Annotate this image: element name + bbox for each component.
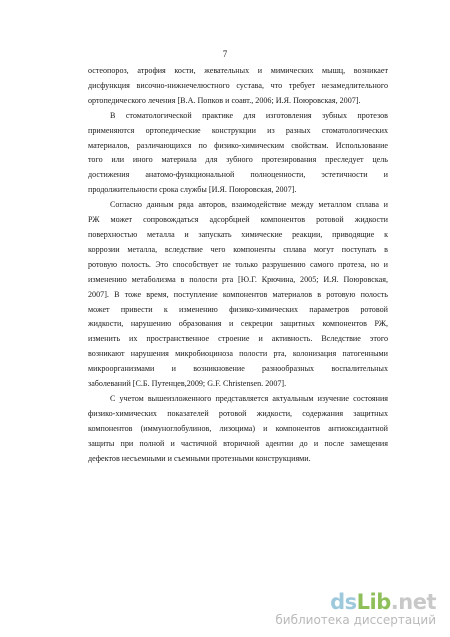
text-line: компонентов (иммуноглобулинов, лизоцима) и компонентов антиоксидантной <box>88 423 388 433</box>
text-line: может привести к изменению физико-химических параметров ротовой <box>88 304 388 314</box>
dslib-watermark <box>275 591 436 627</box>
page-number: 7 <box>222 49 228 59</box>
text-line: В стоматологической практике для изготовления зубных протезов <box>110 110 388 120</box>
text-line: ротовую полость. Это способствует не только разрушению самого протеза, но и <box>88 259 388 269</box>
text-line: микроорганизмами и возникновение разнообразных воспалительных <box>88 364 388 374</box>
text-line: остеопороз, атрофия кости, жевательных и мимических мышц, возникает <box>88 66 388 75</box>
text-line: материалов, различающихся по физико-химическим свойствам. Использование <box>88 140 388 150</box>
text-line: физико-химических показателей ротовой жидкости, содержания защитных <box>88 408 388 418</box>
paragraph-2 <box>88 109 388 198</box>
paragraph-3 <box>88 198 388 392</box>
watermark-logo: dsLib.net <box>330 590 436 614</box>
text-line: изменить их пространственное строение и активность. Вследствие этого <box>88 334 388 344</box>
watermark-tagline: библиотека диссертаций <box>275 613 436 627</box>
text-line: изменению метаболизма в полости рта [Ю.Г. Крючина, 2005; И.Я. Поюровская, <box>88 274 388 284</box>
text-line: жидкости, нарушению образования и секреции защитных компонентов РЖ, <box>88 319 388 329</box>
text-line: 2007]. В тоже время, поступление компонентов материалов в ротовую полость <box>88 289 388 299</box>
text-line: того или иного материала для зубного протезирования преследует цель <box>88 155 388 165</box>
text-line: заболеваний [С.Б. Путенцев,2009; G.F. Christensen. 2007]. <box>88 379 287 389</box>
text-line: С учетом вышеизложенного представляется актуальным изучение состояния <box>110 393 388 403</box>
text-line: дисфункция височно-нижнечелюстного сустава, что требует незамедлительного <box>88 80 388 90</box>
text-line: применяются ортопедические конструкции из разных стоматологических <box>88 125 388 135</box>
document-body <box>88 64 388 466</box>
paragraph-4 <box>88 392 388 467</box>
text-line: дефектов несъемными и съемными протезными конструкциями. <box>88 453 311 463</box>
text-line: коррозии металла, вследствие чего компоненты сплава могут поступать в <box>88 244 388 254</box>
text-line: ортопедического лечения [В.А. Попков и соавт., 2006; И.Я. Поюровская, 2007]. <box>88 95 361 105</box>
text-line: возникают нарушения микробиоциноза полости рта, колонизация патогенными <box>88 349 388 359</box>
text-line: защиты при полной и частичной вторичной адентии до и после замещения <box>88 438 388 448</box>
text-line: продолжительности срока службы [И.Я. Поюровская, 2007]. <box>88 185 297 195</box>
text-line: поверхностью металла и запускать химические реакции, приводящие к <box>88 229 388 239</box>
text-line: РЖ может сопровождаться адсорбцией компонентов ротовой жидкости <box>88 215 388 225</box>
text-line: достижения анатомо-функциональной полноценности, эстетичности и <box>88 170 388 180</box>
paragraph-1 <box>88 64 388 109</box>
text-line: Согласно данным ряда авторов, взаимодействие между металлом сплава и <box>110 200 388 210</box>
